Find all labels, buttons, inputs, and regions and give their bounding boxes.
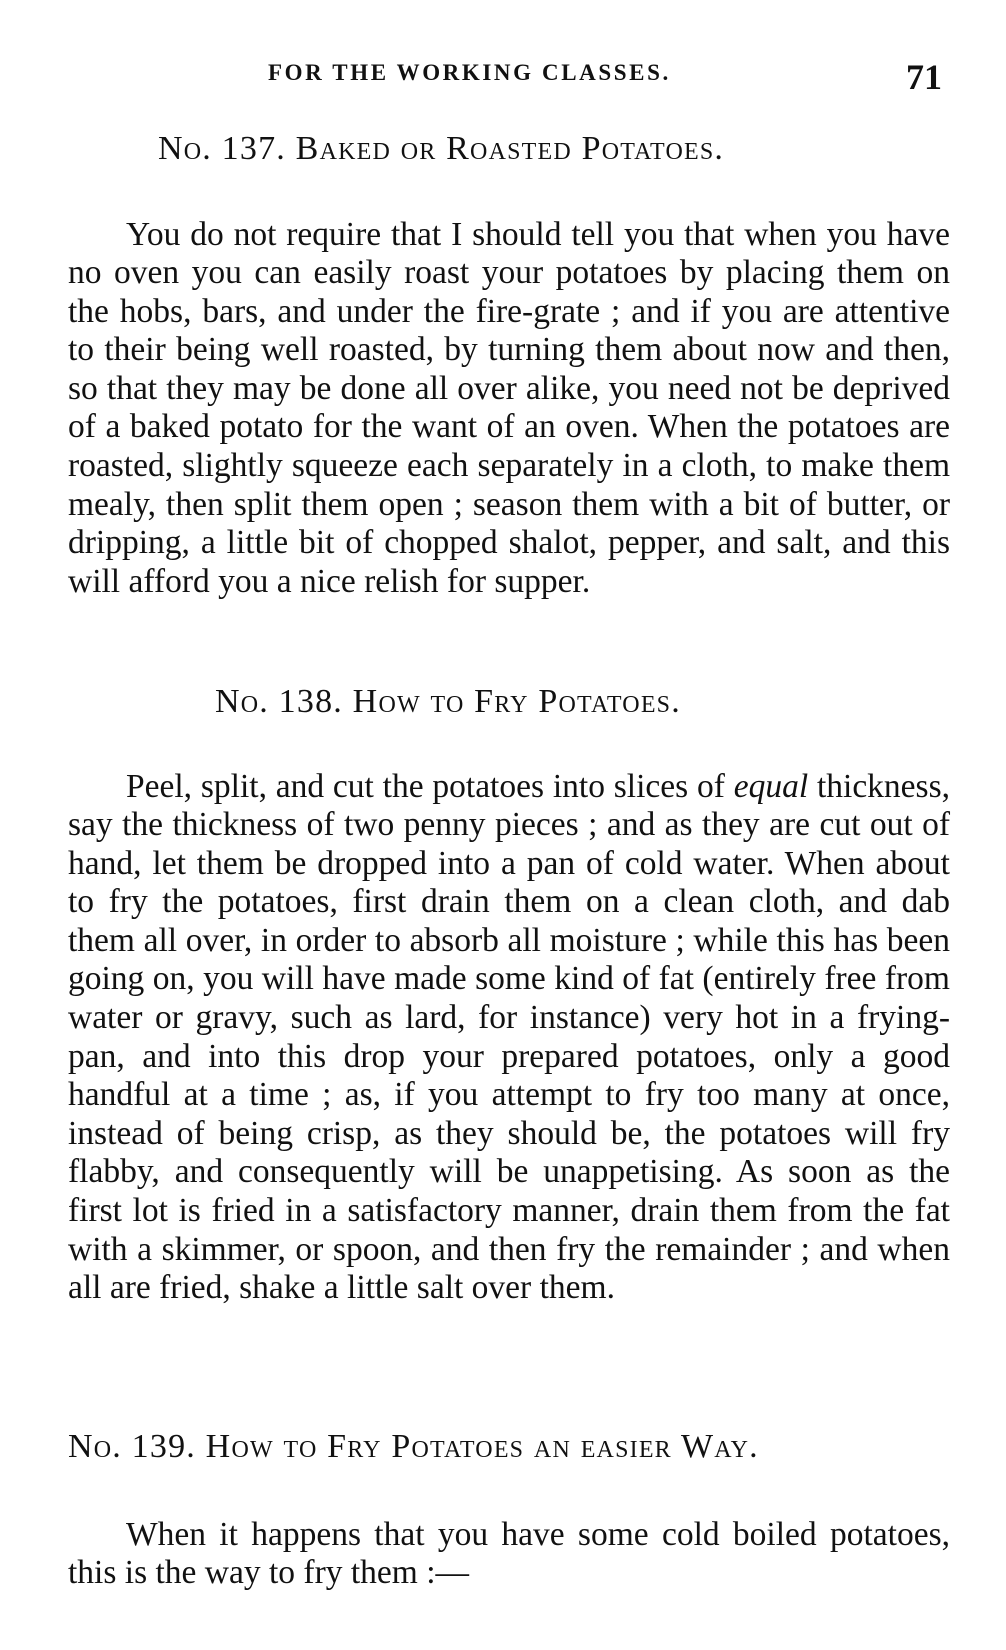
recipe-body-138-start: Peel, split, and cut the potatoes into slices of [126, 767, 725, 805]
running-title: FOR THE WORKING CLASSES. [268, 60, 671, 85]
recipe-heading-137: No. 137. Baked or Roasted Potatoes. [158, 130, 725, 167]
recipe-heading-139: No. 139. How to Fry Potatoes an easier Way. [68, 1428, 759, 1465]
page-number: 71 [906, 57, 942, 97]
recipe-body-137: You do not require that I should tell you that when you have no oven you can easily roast your potatoes by placing them on the hobs, bars, and under the fire-grate ; and if you are attentive to their being well roasted, by turning them about now and then, so that they may be done all over alike, you need not be deprived of a baked potato for the want of an oven. When the potatoes are roasted, slightly squeeze each separately in a cloth, to make them mealy, then split them open ; season them with a bit of butter, or dripping, a little bit of chopped shalot, pepper, and salt, and this will afford you a nice relish for supper. [68, 215, 950, 600]
recipe-body-139: When it happens that you have some cold boiled potatoes, this is the way to fry them :— [68, 1515, 950, 1592]
emphasized-word: equal [733, 767, 809, 805]
recipe-heading-138: No. 138. How to Fry Potatoes. [215, 683, 681, 720]
recipe-body-138-rest: thickness, say the thickness of two penny pieces ; and as they are cut out of hand, let them be dropped into a pan of cold water. When about to fry the potatoes, first drain them on a clean cloth, and dab them all over, in order to absorb all moisture ; while this has been going on, you will have made some kind of fat (entirely free from water or gravy, such as lard, for instance) very hot in a frying-pan, and into this drop your prepared potatoes, only a good handful at a time ; as, if you attempt to fry too many at once, instead of being crisp, as they should be, the potatoes will fry flabby, and consequently will be unappetising. As soon as the first lot is fried in a satisfactory manner, drain them from the fat with a skimmer, or spoon, and then fry the remainder ; and when all are fried, shake a little salt over them. [68, 767, 951, 1307]
recipe-body-138 [68, 768, 950, 1308]
running-head [0, 56, 1006, 96]
